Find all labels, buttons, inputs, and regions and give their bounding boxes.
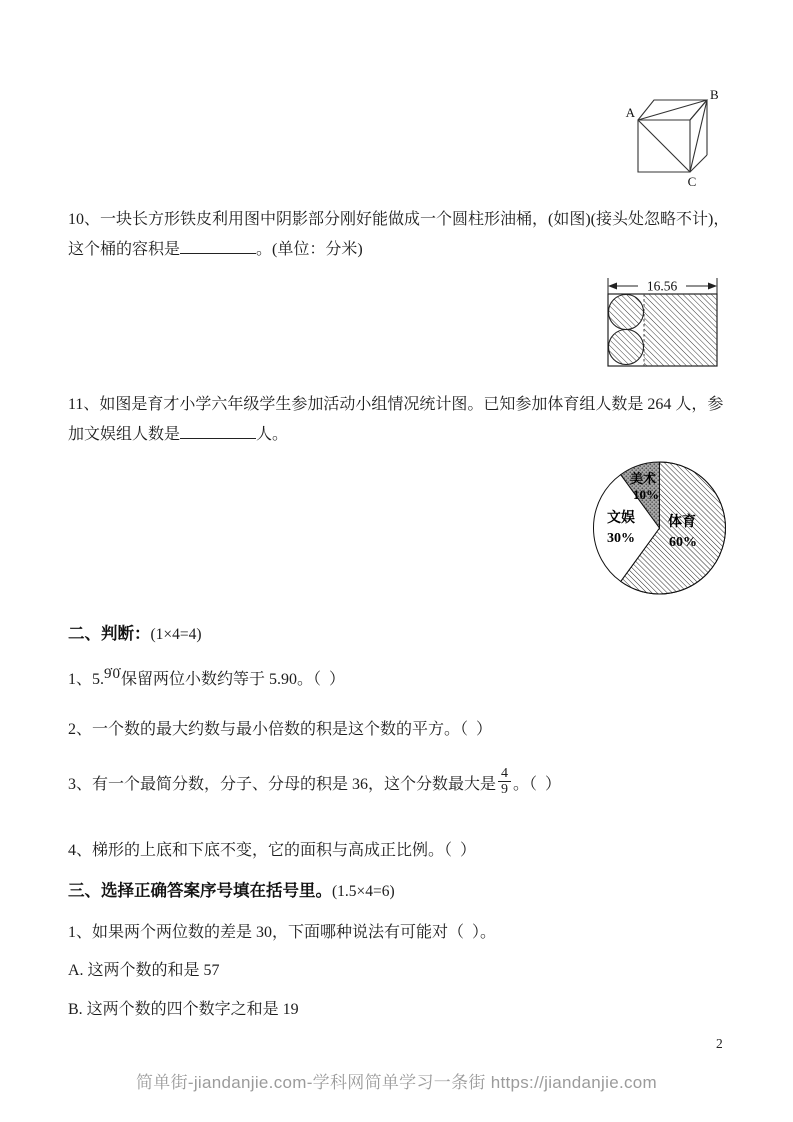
section2-q1	[68, 666, 346, 690]
pie-label-sports-pct: 60%	[669, 535, 697, 550]
cube-label-b: B	[710, 87, 719, 102]
s2q3-post: 。（ ）	[513, 776, 562, 794]
section2-q3	[68, 766, 561, 797]
section2-q2: 2、一个数的最大约数与最小倍数的积是这个数的平方。（ ）	[68, 721, 493, 738]
section3-heading	[68, 877, 395, 901]
section2-heading	[68, 620, 202, 644]
pie-label-sports: 体育	[668, 515, 696, 530]
section3-q1-optionB: B. 这两个数的四个数字之和是 19	[68, 1001, 299, 1018]
q11-text-line1: 11、如图是育才小学六年级学生参加活动小组情况统计图。已知参加体育组人数是 264 人，参	[68, 396, 724, 413]
footer-watermark: 简单街-jiandanjie.com-学科网简单学习一条街 https://jiandanjie.com	[135, 1073, 658, 1092]
dim-arrow-left	[608, 283, 617, 290]
repeating-decimal: 9̇0̇	[104, 666, 122, 682]
oil-barrel-figure	[600, 274, 725, 372]
cube-figure	[612, 86, 730, 190]
dim-arrow-right	[708, 283, 717, 290]
section2-score: (1×4=4)	[150, 626, 202, 643]
s2q1-pre: 1、5.	[68, 671, 105, 688]
cube-label-a: A	[625, 105, 635, 120]
answer-blank	[180, 421, 256, 439]
section3-title: 三、选择正确答案序号填在括号里。	[68, 882, 332, 900]
q10-text-line2	[68, 236, 363, 260]
fraction-denominator: 9	[498, 781, 511, 797]
q11-line2-post: 人。	[256, 425, 289, 443]
section3-score: (1.5×4=6)	[332, 883, 395, 900]
page-number: 2	[716, 1036, 723, 1051]
section2-title: 二、判断：	[68, 625, 151, 643]
q11-text-line2	[68, 421, 288, 445]
circle-bottom	[609, 330, 644, 365]
pie-label-art-pct: 10%	[633, 487, 659, 502]
circle-top	[609, 295, 644, 330]
q10-line2-post: 。(单位：分米)	[256, 240, 363, 258]
fraction-4-9	[498, 766, 511, 797]
activity-pie-chart	[585, 455, 740, 597]
section3-q1: 1、如果两个两位数的差是 30，下面哪种说法有可能对（ ）。	[68, 924, 497, 941]
pie-label-ent-pct: 30%	[607, 531, 635, 546]
pie-label-ent: 文娱	[607, 511, 635, 526]
answer-blank	[180, 236, 256, 254]
s2q1-post: 保留两位小数约等于 5.90。（ ）	[121, 671, 346, 688]
section2-q4: 4、梯形的上底和下底不变，它的面积与高成正比例。（ ）	[68, 842, 477, 859]
pie-label-art: 美术	[629, 471, 657, 486]
cube-label-c: C	[687, 174, 697, 189]
q10-line2-pre: 这个桶的容积是	[68, 240, 181, 258]
q10-text-line1: 10、一块长方形铁皮利用图中阴影部分刚好能做成一个圆柱形油桶，(如图)(接头处忽略不计)，	[68, 211, 730, 228]
shaded-side-region	[644, 295, 716, 366]
dim-label: 16.56	[646, 278, 678, 294]
fraction-numerator: 4	[501, 766, 509, 781]
section3-q1-optionA: A. 这两个数的和是 57	[68, 962, 220, 979]
q11-line2-pre: 加文娱组人数是	[68, 425, 181, 443]
cube-diagonals	[638, 100, 707, 172]
s2q3-pre: 3、有一个最简分数，分子、分母的积是 36，这个分数最大是	[68, 776, 497, 794]
